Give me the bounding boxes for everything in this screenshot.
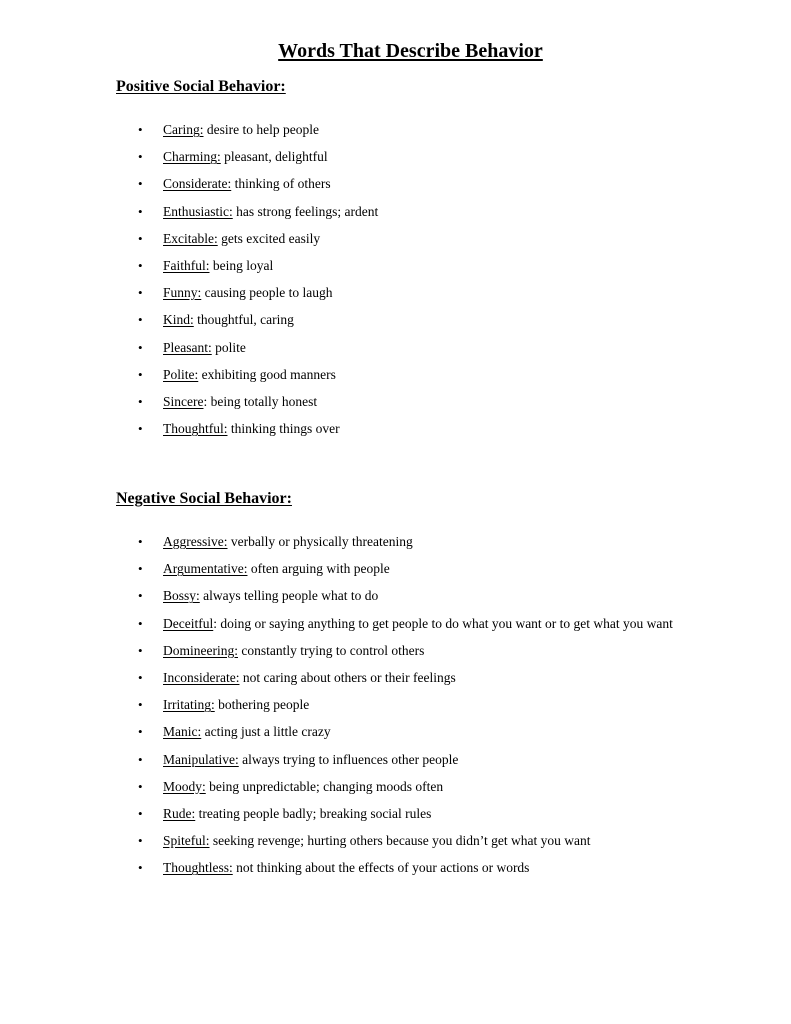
list-item bbox=[0, 257, 378, 284]
list-item bbox=[0, 175, 378, 202]
positive-behavior-list bbox=[0, 121, 378, 447]
behavior-definition: treating people badly; breaking social rules bbox=[195, 805, 432, 821]
behavior-definition: : doing or saying anything to get people to do what you want or to get what you want bbox=[213, 615, 673, 631]
behavior-term: Funny: bbox=[163, 285, 202, 301]
behavior-term: Irritating: bbox=[163, 697, 215, 713]
behavior-term: Pleasant: bbox=[163, 339, 212, 355]
bullet-icon: • bbox=[138, 257, 143, 273]
list-item bbox=[0, 778, 673, 805]
behavior-definition: polite bbox=[211, 339, 246, 355]
bullet-icon: • bbox=[138, 366, 143, 382]
bullet-icon: • bbox=[138, 421, 143, 437]
bullet-icon: • bbox=[138, 176, 143, 192]
behavior-term: Enthusiastic: bbox=[163, 203, 233, 219]
list-item bbox=[0, 642, 673, 669]
bullet-icon: • bbox=[138, 312, 143, 328]
behavior-term: Manic: bbox=[163, 724, 202, 740]
behavior-definition: seeking revenge; hurting others because you didn’t get what you want bbox=[209, 833, 591, 849]
behavior-term: Kind: bbox=[163, 312, 194, 328]
behavior-term: Deceitful bbox=[163, 615, 214, 631]
bullet-icon: • bbox=[138, 149, 143, 165]
bullet-icon: • bbox=[138, 697, 143, 713]
negative-behavior-list bbox=[0, 533, 673, 886]
bullet-icon: • bbox=[138, 860, 143, 876]
list-item bbox=[0, 615, 673, 642]
list-item bbox=[0, 533, 673, 560]
list-item bbox=[0, 832, 673, 859]
list-item bbox=[0, 393, 378, 420]
behavior-term: Thoughtless: bbox=[163, 860, 233, 876]
list-item bbox=[0, 284, 378, 311]
bullet-icon: • bbox=[138, 561, 143, 577]
list-item bbox=[0, 339, 378, 366]
list-item bbox=[0, 696, 673, 723]
behavior-term: Considerate: bbox=[163, 176, 232, 192]
behavior-term: Sincere bbox=[163, 393, 204, 409]
behavior-definition: constantly trying to control others bbox=[237, 642, 425, 658]
behavior-term: Faithful: bbox=[163, 257, 210, 273]
behavior-definition: : being totally honest bbox=[203, 393, 318, 409]
list-item bbox=[0, 366, 378, 393]
behavior-definition: thinking of others bbox=[231, 176, 331, 192]
page-title: Words That Describe Behavior bbox=[278, 40, 543, 62]
bullet-icon: • bbox=[138, 751, 143, 767]
bullet-icon: • bbox=[138, 339, 143, 355]
behavior-term: Thoughtful: bbox=[163, 421, 228, 437]
behavior-term: Charming: bbox=[163, 149, 221, 165]
list-item bbox=[0, 723, 673, 750]
list-item bbox=[0, 148, 378, 175]
behavior-term: Polite: bbox=[163, 366, 199, 382]
list-item bbox=[0, 560, 673, 587]
behavior-term: Excitable: bbox=[163, 230, 218, 246]
list-item bbox=[0, 805, 673, 832]
list-item bbox=[0, 669, 673, 696]
bullet-icon: • bbox=[138, 833, 143, 849]
behavior-definition: exhibiting good manners bbox=[198, 366, 336, 382]
bullet-icon: • bbox=[138, 393, 143, 409]
behavior-definition: always telling people what to do bbox=[199, 588, 379, 604]
bullet-icon: • bbox=[138, 805, 143, 821]
behavior-term: Moody: bbox=[163, 778, 206, 794]
behavior-definition: often arguing with people bbox=[247, 561, 390, 577]
behavior-term: Rude: bbox=[163, 805, 196, 821]
bullet-icon: • bbox=[138, 615, 143, 631]
list-item bbox=[0, 587, 673, 614]
bullet-icon: • bbox=[138, 669, 143, 685]
behavior-definition: has strong feelings; ardent bbox=[232, 203, 379, 219]
behavior-term: Caring: bbox=[163, 122, 204, 137]
behavior-term: Inconsiderate: bbox=[163, 669, 240, 685]
behavior-definition: desire to help people bbox=[203, 122, 319, 137]
behavior-term: Spiteful: bbox=[163, 833, 210, 849]
behavior-definition: causing people to laugh bbox=[201, 285, 333, 301]
positive-section-heading: Positive Social Behavior: bbox=[116, 78, 286, 95]
bullet-icon: • bbox=[138, 203, 143, 219]
list-item bbox=[0, 859, 673, 886]
list-item bbox=[0, 311, 378, 338]
list-item bbox=[0, 121, 378, 148]
behavior-definition: not caring about others or their feelings bbox=[239, 669, 456, 685]
behavior-term: Domineering: bbox=[163, 642, 238, 658]
behavior-definition: thinking things over bbox=[227, 421, 340, 437]
bullet-icon: • bbox=[138, 534, 143, 549]
bullet-icon: • bbox=[138, 778, 143, 794]
behavior-definition: not thinking about the effects of your actions or words bbox=[232, 860, 530, 876]
behavior-definition: being loyal bbox=[209, 257, 274, 273]
list-item bbox=[0, 230, 378, 257]
behavior-definition: being unpredictable; changing moods often bbox=[205, 778, 444, 794]
behavior-definition: always trying to influences other people bbox=[238, 751, 459, 767]
behavior-definition: pleasant, delightful bbox=[220, 149, 328, 165]
list-item bbox=[0, 420, 378, 447]
behavior-term: Bossy: bbox=[163, 588, 200, 604]
bullet-icon: • bbox=[138, 285, 143, 301]
list-item bbox=[0, 203, 378, 230]
bullet-icon: • bbox=[138, 642, 143, 658]
behavior-definition: verbally or physically threatening bbox=[227, 534, 413, 549]
behavior-term: Aggressive: bbox=[163, 534, 228, 549]
list-item bbox=[0, 751, 673, 778]
behavior-term: Argumentative: bbox=[163, 561, 248, 577]
behavior-definition: thoughtful, caring bbox=[193, 312, 294, 328]
bullet-icon: • bbox=[138, 122, 143, 137]
behavior-definition: bothering people bbox=[214, 697, 310, 713]
behavior-term: Manipulative: bbox=[163, 751, 239, 767]
behavior-definition: acting just a little crazy bbox=[201, 724, 331, 740]
bullet-icon: • bbox=[138, 724, 143, 740]
negative-section-heading: Negative Social Behavior: bbox=[116, 490, 292, 507]
bullet-icon: • bbox=[138, 588, 143, 604]
behavior-definition: gets excited easily bbox=[217, 230, 321, 246]
bullet-icon: • bbox=[138, 230, 143, 246]
